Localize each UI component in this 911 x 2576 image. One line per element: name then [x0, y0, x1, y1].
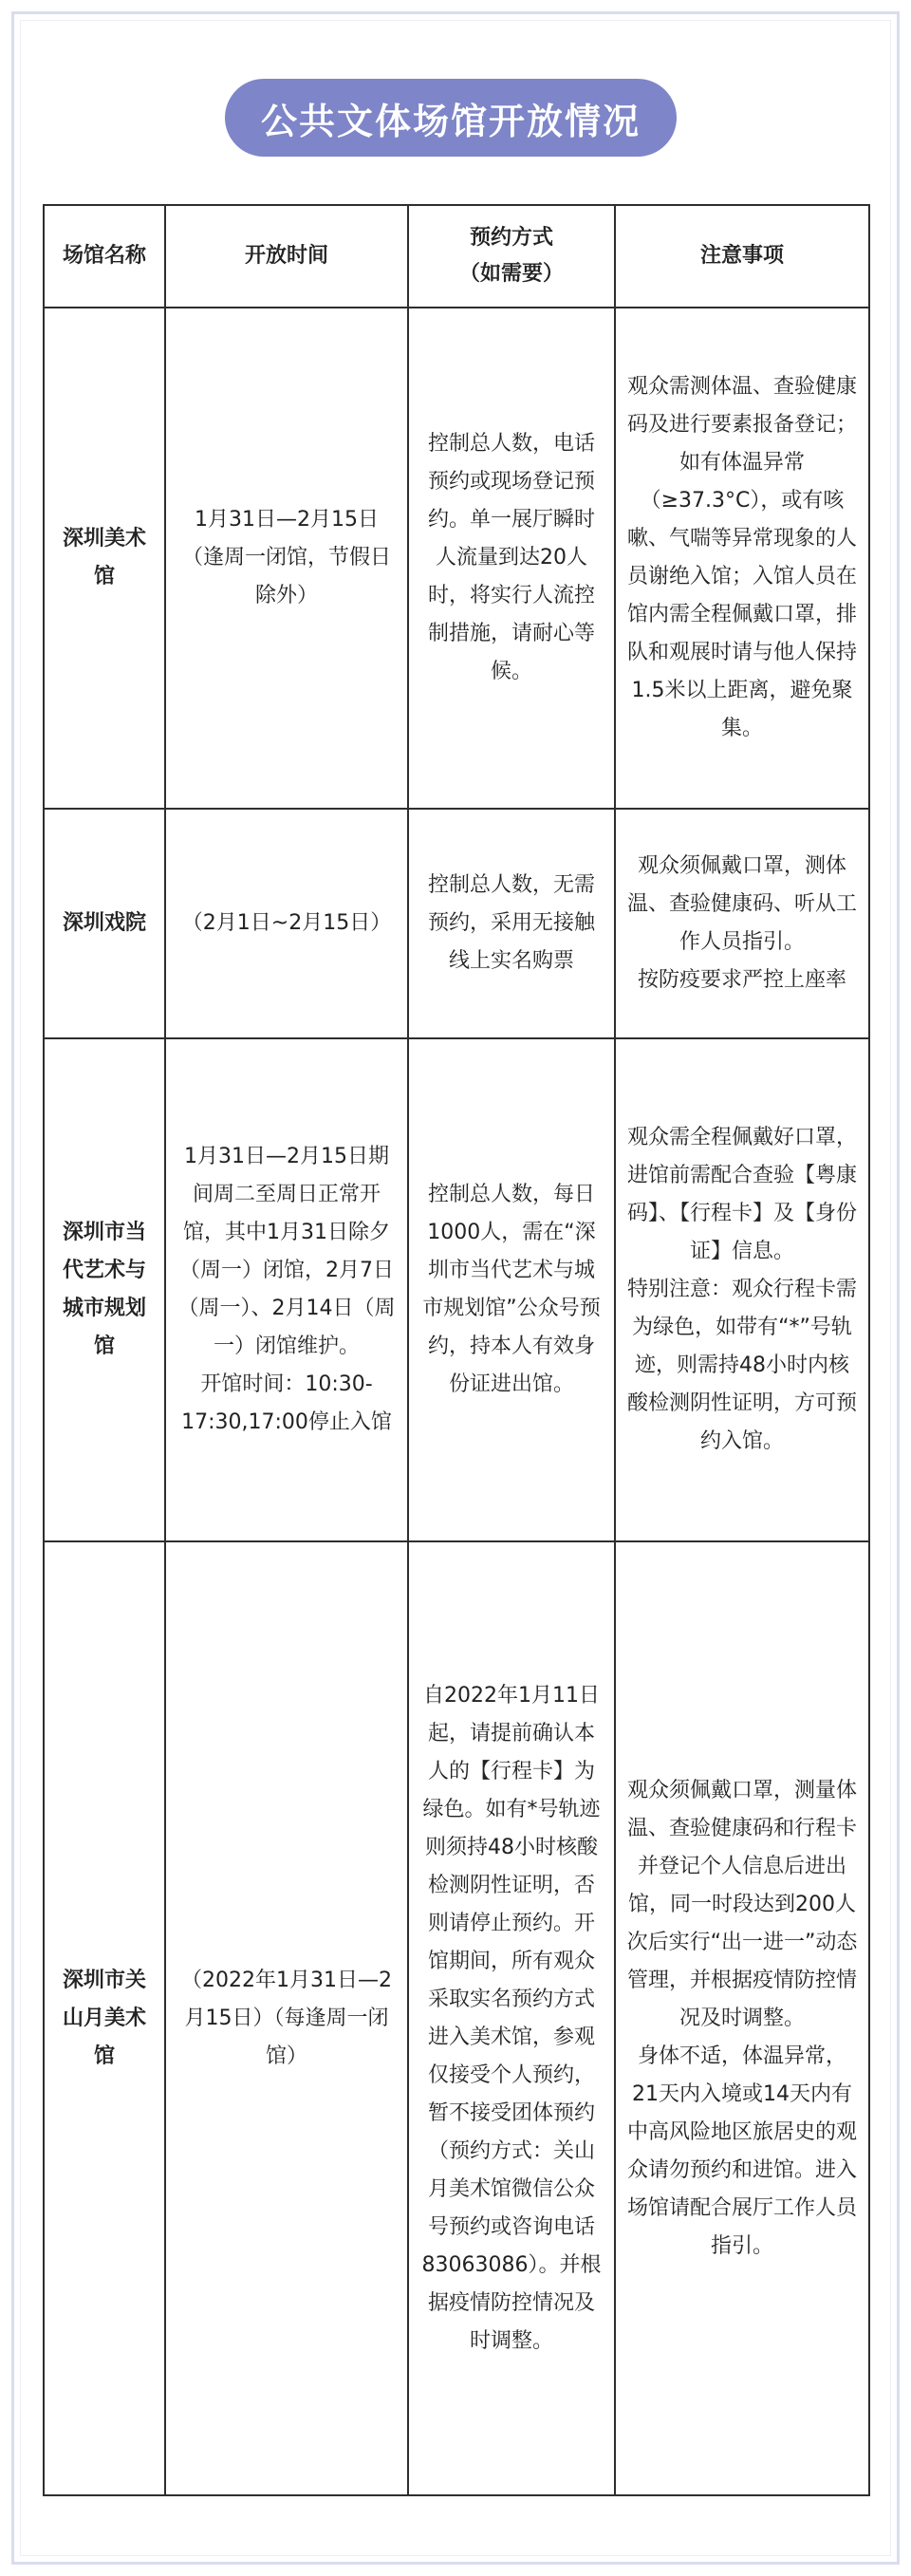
- note-paragraph: 观众需测体温、查验健康码及进行要素报备登记；如有体温异常（≥37.3°C），或有咳嗽、气喘等异常现象的人员谢绝入馆；入馆人员在馆内需全程佩戴口罩，排队和观展时请与他人保持1.5米以上距离，避免聚集。: [626, 375, 857, 740]
- note-paragraph: 观众须佩戴口罩，测体温、查验健康码、听从工作人员指引。: [626, 854, 857, 954]
- venue-name: 深圳美术馆: [44, 308, 165, 809]
- venue-booking: 自2022年1月11日起，请提前确认本人的【行程卡】为绿色。如有*号轨迹则须持48小时核酸检测阴性证明，否则请停止预约。开馆期间，所有观众采取实名预约方式进入美术馆，参观仅接受个人预约，暂不接受团体预约（预约方式：关山月美术馆微信公众号预约或咨询电话83063086）。并根据疫情防控情况及时调整。: [408, 1541, 615, 2495]
- venue-hours: （2022年1月31日—2月15日）（每逢周一闭馆）: [165, 1541, 408, 2495]
- table-header-row: [44, 205, 869, 308]
- page-title: 公共文体场馆开放情况: [225, 79, 677, 157]
- header-opening-hours: 开放时间: [165, 205, 408, 308]
- venue-name: 深圳市关山月美术馆: [44, 1541, 165, 2495]
- venue-notes: [615, 1038, 869, 1541]
- table-row: [44, 1038, 869, 1541]
- table-row: [44, 1541, 869, 2495]
- venue-booking: 控制总人数，每日1000人，需在“深圳市当代艺术与城市规划馆”公众号预约，持本人有效身份证进出馆。: [408, 1038, 615, 1541]
- venues-table: [43, 204, 870, 2496]
- header-venue-name: 场馆名称: [44, 205, 165, 308]
- venue-hours: （2月1日~2月15日）: [165, 809, 408, 1038]
- note-paragraph: 特别注意：观众行程卡需为绿色，如带有“*”号轨迹，则需持48小时内核酸检测阴性证明，方可预约入馆。: [626, 1278, 857, 1453]
- table-row: [44, 308, 869, 809]
- venue-booking: 控制总人数，无需预约，采用无接触线上实名购票: [408, 809, 615, 1038]
- venue-notes: [615, 1541, 869, 2495]
- note-paragraph: 观众需全程佩戴好口罩，进馆前需配合查验【粤康码】、【行程卡】及【身份证】信息。: [626, 1126, 857, 1263]
- note-paragraph: 观众须佩戴口罩，测量体温、查验健康码和行程卡并登记个人信息后进出馆，同一时段达到200人次后实行“出一进一”动态管理，并根据疫情防控情况及时调整。: [626, 1778, 858, 2030]
- venue-hours: 1月31日—2月15日（逢周一闭馆，节假日除外）: [165, 308, 408, 809]
- venue-notes: [615, 809, 869, 1038]
- note-paragraph: 身体不适，体温异常，21天内入境或14天内有中高风险地区旅居史的观众请勿预约和进馆。进入场馆请配合展厅工作人员指引。: [626, 2044, 857, 2258]
- venue-name: 深圳市当代艺术与城市规划馆: [44, 1038, 165, 1541]
- note-paragraph: 按防疫要求严控上座率: [637, 968, 846, 992]
- table-row: [44, 809, 869, 1038]
- header-booking-method: 预约方式 （如需要）: [408, 205, 615, 308]
- header-notes: 注意事项: [615, 205, 869, 308]
- venue-notes: [615, 308, 869, 809]
- venue-booking: 控制总人数，电话预约或现场登记预约。单一展厅瞬时人流量到达20人时，将实行人流控制措施，请耐心等候。: [408, 308, 615, 809]
- venue-hours: 1月31日—2月15日期间周二至周日正常开馆，其中1月31日除夕（周一）闭馆，2月7日（周一）、2月14日（周一）闭馆维护。 开馆时间：10:30-17:30,17:00停止入馆: [165, 1038, 408, 1541]
- venue-name: 深圳戏院: [44, 809, 165, 1038]
